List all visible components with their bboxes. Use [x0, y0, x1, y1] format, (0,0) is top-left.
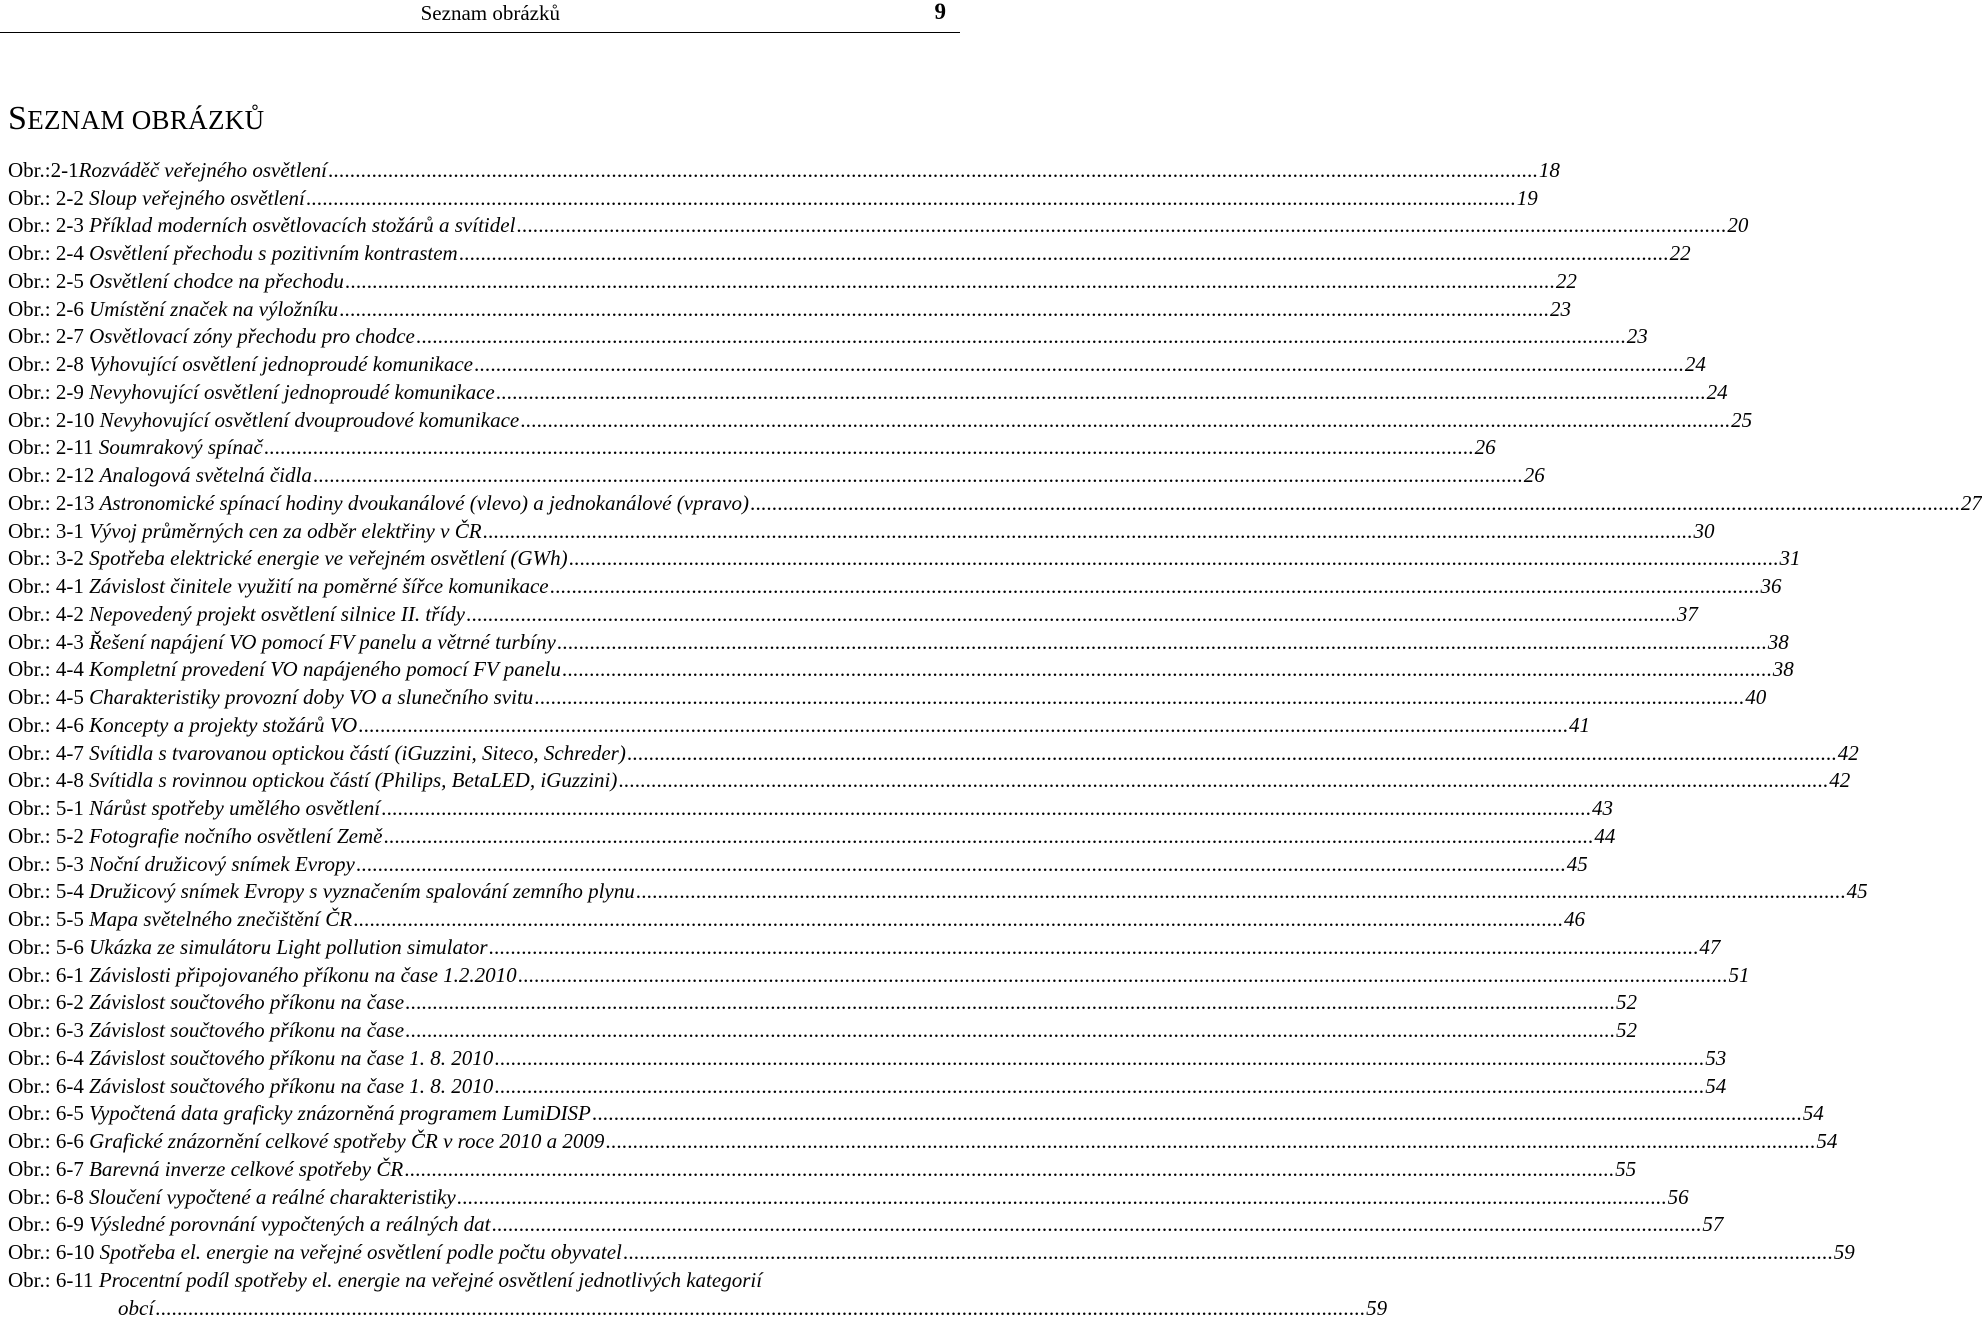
figure-list-item[interactable]	[8, 598, 1698, 626]
figure-number: Obr.: 2-7	[8, 324, 90, 349]
figure-page-number: 45	[1566, 851, 1588, 876]
figure-page-number: 31	[1779, 546, 1801, 571]
dot-leader	[353, 907, 1563, 931]
figure-caption: Osvětlení přechodu s pozitivním kontrastem	[89, 241, 458, 265]
figure-page-number: 19	[1516, 185, 1538, 210]
dot-leader	[618, 768, 1828, 792]
figure-page-number: 38	[1772, 657, 1794, 682]
figure-entry-label	[8, 630, 556, 654]
header-title: Seznam obrázků	[420, 1, 560, 25]
figure-entry-label	[8, 269, 344, 293]
figure-number: Obr.: 6-11	[8, 1267, 99, 1292]
figure-entry-label	[8, 768, 617, 792]
dot-leader	[636, 879, 1846, 903]
figure-caption: Astronomické spínací hodiny dvoukanálové (vlevo) a jednokanálové (vpravo)	[99, 490, 749, 515]
dot-leader	[534, 685, 1744, 709]
figure-list-item[interactable]	[8, 681, 1767, 709]
figure-list-item[interactable]	[8, 1098, 1824, 1126]
figure-entry-label	[8, 463, 312, 487]
figure-number: Obr.: 4-2	[8, 601, 90, 626]
figure-number: Obr.: 2-4	[8, 241, 90, 265]
figure-number: Obr.: 5-2	[8, 823, 90, 848]
figure-entry-label	[8, 574, 549, 598]
figure-entry-label	[8, 935, 488, 959]
figure-list-item[interactable]	[8, 1181, 1689, 1209]
figure-number: Obr.: 6-9	[8, 1212, 90, 1237]
figure-caption: Sloučení vypočtené a reálné charakteristiky	[89, 1184, 456, 1209]
dot-leader	[550, 574, 1760, 598]
figure-entry-label	[8, 186, 305, 210]
figure-page-number: 30	[1693, 518, 1715, 543]
figure-number: Obr.: 6-10	[8, 1240, 100, 1264]
figure-page-number: 26	[1474, 435, 1496, 460]
figure-number: Obr.: 2-5	[8, 268, 90, 293]
figure-caption: Ukázka ze simulátoru Light pollution simulator	[89, 934, 488, 959]
figure-entry-label	[8, 990, 404, 1014]
figure-entry-label	[8, 879, 635, 903]
dot-leader	[520, 408, 1730, 432]
figure-list-item[interactable]	[8, 570, 1782, 598]
figure-page-number: 37	[1676, 601, 1698, 626]
figure-number: Obr.: 5-1	[8, 796, 90, 820]
figure-caption: obcí	[118, 1295, 155, 1320]
figure-entry-label	[8, 602, 465, 626]
figure-list-item[interactable]	[8, 404, 1753, 432]
dot-leader	[750, 491, 1960, 515]
figure-number: Obr.: 2-11	[8, 435, 99, 460]
figure-caption: Nárůst spotřeby umělého osvětlení	[89, 796, 381, 820]
figure-caption: Umístění značek na výložníku	[89, 296, 339, 321]
dot-leader	[592, 1101, 1802, 1125]
figure-entry-label	[8, 1157, 403, 1181]
dot-leader	[457, 1185, 1667, 1209]
dot-leader	[483, 519, 1693, 543]
dot-leader	[459, 241, 1669, 265]
figure-number: Obr.: 2-10	[8, 407, 100, 432]
figure-page-number: 41	[1569, 712, 1591, 737]
figure-list-item[interactable]	[8, 265, 1577, 293]
figure-caption: Závislost součtového příkonu na čase	[89, 990, 405, 1015]
figure-list-item[interactable]	[8, 1264, 951, 1292]
figure-list-item[interactable]	[8, 182, 1538, 210]
figure-list-item[interactable]	[8, 709, 1591, 737]
figure-entry-label	[8, 519, 482, 543]
figure-caption: Charakteristiky provozní doby VO a slunečního svitu	[89, 685, 534, 709]
figure-entry-label	[8, 1129, 604, 1153]
figure-entry-label	[8, 685, 533, 709]
figure-list-item[interactable]	[8, 1209, 1724, 1237]
figure-caption: Závislost součtového příkonu na čase 1. 8. 2010	[89, 1073, 494, 1098]
figure-list-item[interactable]	[8, 987, 1637, 1015]
figure-entry-label	[8, 1185, 456, 1209]
header-page-number: 9	[934, 0, 946, 24]
figure-number: Obr.: 4-5	[8, 685, 90, 709]
figure-page-number: 56	[1667, 1184, 1689, 1209]
figure-page-number: 38	[1767, 629, 1789, 654]
figure-entry-label	[8, 741, 626, 765]
figure-entry-label	[8, 435, 263, 459]
figure-entry-label	[8, 907, 352, 931]
figure-entry-label	[8, 491, 749, 515]
dot-leader	[328, 158, 1538, 182]
figure-number: Obr.: 2-8	[8, 352, 90, 376]
figure-caption: Vyhovující osvětlení jednoproudé komunikace	[89, 352, 473, 376]
figure-caption: Výsledné porovnání vypočtených a reálných dat	[89, 1212, 491, 1237]
dot-leader	[518, 963, 1728, 987]
dot-leader	[494, 1074, 1704, 1098]
figure-page-number: 23	[1550, 296, 1572, 321]
figure-number: Obr.: 2-13	[8, 490, 100, 515]
dot-leader	[623, 1240, 1833, 1264]
figure-entry-label	[8, 380, 495, 404]
dot-leader	[383, 824, 1593, 848]
dot-leader	[516, 213, 1726, 237]
figure-page-number: 27	[1960, 490, 1982, 515]
figure-page-number: 52	[1615, 1018, 1637, 1042]
dot-leader	[339, 297, 1549, 321]
figure-entry-label	[8, 1240, 622, 1264]
dot-leader	[474, 352, 1684, 376]
dot-leader	[264, 435, 1474, 459]
figure-list-item[interactable]	[8, 876, 1868, 904]
figure-entry-label	[8, 408, 519, 432]
figure-page-number: 54	[1816, 1129, 1838, 1153]
figure-caption: Analogová světelná čidla	[99, 463, 312, 487]
figure-page-number: 53	[1705, 1045, 1727, 1070]
figure-entry-label	[8, 852, 355, 876]
figure-page-number: 40	[1745, 685, 1767, 709]
figure-caption: Závislost činitele využití na poměrné šířce komunikace	[89, 574, 549, 598]
figure-number: Obr.:2-1	[8, 157, 79, 182]
figure-list-item[interactable]	[8, 348, 1706, 376]
figure-number: Obr.: 2-2	[8, 185, 90, 210]
figure-entry-label	[8, 796, 380, 820]
figure-caption: Nevyhovující osvětlení dvouproudové komunikace	[99, 407, 520, 432]
figure-number: Obr.: 3-1	[8, 518, 90, 543]
dot-leader	[416, 324, 1626, 348]
section-title	[8, 102, 264, 137]
dot-leader	[557, 630, 1767, 654]
dot-leader	[489, 935, 1699, 959]
figure-entry-label	[8, 1074, 493, 1098]
figure-number: Obr.: 4-3	[8, 629, 90, 654]
figure-entry-label	[118, 1296, 154, 1320]
figure-entry-label	[8, 713, 357, 737]
figure-list-item[interactable]	[8, 1042, 1727, 1070]
figure-caption: Soumrakový spínač	[98, 435, 263, 460]
figure-page-number: 26	[1523, 463, 1545, 487]
figure-entry-label	[8, 963, 517, 987]
dot-leader	[358, 713, 1568, 737]
figure-page-number: 42	[1837, 740, 1859, 765]
figure-entry-label	[8, 241, 458, 265]
figure-entry-label	[8, 1101, 591, 1125]
figure-number: Obr.: 4-6	[8, 712, 90, 737]
figure-list-item[interactable]	[8, 487, 1982, 515]
figure-list-item[interactable]	[8, 737, 1859, 765]
figure-number: Obr.: 5-6	[8, 934, 90, 959]
figure-caption: Spotřeba el. energie na veřejné osvětlení podle počtu obyvatel	[99, 1240, 622, 1264]
figure-entry-label	[8, 352, 473, 376]
dot-leader	[494, 1046, 1704, 1070]
figure-list-item[interactable]	[8, 1125, 1838, 1153]
figure-number: Obr.: 6-1	[8, 962, 90, 987]
figure-caption: Grafické znázornění celkové spotřeby ČR v roce 2010 a 2009	[89, 1129, 605, 1153]
figure-number: Obr.: 4-1	[8, 574, 90, 598]
dot-leader	[405, 990, 1615, 1014]
figure-caption: Noční družicový snímek Evropy	[89, 851, 355, 876]
figure-entry-label	[8, 158, 327, 182]
figure-list-item[interactable]	[8, 321, 1648, 349]
figure-list-item[interactable]	[8, 1236, 1855, 1264]
figure-page-number: 22	[1669, 241, 1691, 265]
figure-caption: Závislost součtového příkonu na čase 1. 8. 2010	[89, 1045, 494, 1070]
figure-list-item[interactable]	[8, 293, 1572, 321]
figure-caption: Fotografie nočního osvětlení Země	[89, 823, 383, 848]
dot-leader	[345, 269, 1555, 293]
figure-list-item[interactable]	[8, 1014, 1637, 1042]
figure-caption: Řešení napájení VO pomocí FV panelu a větrné turbíny	[89, 629, 556, 654]
figure-caption: Sloup veřejného osvětlení	[89, 185, 305, 210]
figure-list-item[interactable]	[8, 432, 1496, 460]
page-header	[0, 0, 960, 36]
figure-caption: Spotřeba elektrické energie ve veřejném osvětlení (GWh)	[89, 546, 568, 571]
figure-caption: Závislost součtového příkonu na čase	[89, 1018, 405, 1042]
figure-number: Obr.: 6-4	[8, 1045, 90, 1070]
figure-page-number: 36	[1760, 574, 1782, 598]
figure-list-item[interactable]	[8, 931, 1721, 959]
figure-page-number: 51	[1728, 962, 1750, 987]
figure-entry-label	[8, 824, 382, 848]
figure-caption: Kompletní provedení VO napájeného pomocí FV panelu	[89, 657, 561, 682]
figure-number: Obr.: 4-8	[8, 768, 90, 793]
figure-list-item[interactable]	[8, 376, 1728, 404]
figure-list-item[interactable]	[8, 903, 1585, 931]
figure-number: Obr.: 6-6	[8, 1129, 90, 1153]
figure-page-number: 43	[1592, 796, 1614, 820]
figure-caption: Osvětlovací zóny přechodu pro chodce	[89, 324, 415, 349]
figure-page-number: 18	[1538, 157, 1560, 182]
figure-list-item[interactable]	[8, 959, 1750, 987]
figure-page-number: 25	[1731, 407, 1753, 432]
figure-entry-label	[8, 213, 515, 237]
dot-leader	[496, 380, 1706, 404]
figure-list-item[interactable]	[8, 154, 1560, 182]
figure-entry-label	[8, 657, 561, 681]
figure-page-number: 55	[1615, 1156, 1637, 1181]
figure-list-item[interactable]	[8, 792, 1614, 820]
figure-number: Obr.: 5-4	[8, 879, 90, 904]
figure-list-item[interactable]	[8, 543, 1801, 571]
figure-list-item[interactable]	[8, 820, 1616, 848]
figure-caption: Mapa světelného znečištění ČR	[89, 907, 353, 931]
figure-page-number: 23	[1626, 324, 1648, 349]
dot-leader	[356, 852, 1566, 876]
dot-leader	[405, 1018, 1615, 1042]
figure-page-number: 59	[1833, 1240, 1855, 1264]
figure-number: Obr.: 2-3	[8, 213, 90, 238]
dot-leader	[491, 1212, 1701, 1236]
dot-leader	[605, 1129, 1815, 1153]
figure-list-item[interactable]	[8, 626, 1789, 654]
figure-page-number: 22	[1555, 268, 1577, 293]
figure-list-item[interactable]	[8, 210, 1749, 238]
figure-list-item[interactable]	[8, 654, 1794, 682]
header-divider	[0, 32, 960, 33]
figure-number: Obr.: 6-8	[8, 1184, 90, 1209]
figure-entry-label	[8, 546, 568, 570]
figure-page-number: 57	[1702, 1212, 1724, 1237]
dot-leader	[404, 1157, 1614, 1181]
figure-number: Obr.: 5-5	[8, 907, 90, 931]
figure-list-item[interactable]	[8, 1153, 1637, 1181]
figure-number: Obr.: 4-7	[8, 740, 90, 765]
figure-caption: Svítidla s tvarovanou optickou částí (iGuzzini, Siteco, Schreder)	[89, 740, 626, 765]
figure-page-number: 24	[1706, 379, 1728, 404]
figure-caption: Nevyhovující osvětlení jednoproudé komunikace	[89, 379, 495, 404]
figure-caption: Barevná inverze celkové spotřeby ČR	[89, 1156, 404, 1181]
dot-leader	[627, 741, 1837, 765]
figure-entry-label	[8, 297, 338, 321]
figure-number: Obr.: 4-4	[8, 657, 90, 682]
figure-number: Obr.: 5-3	[8, 851, 90, 876]
figure-caption: Vypočtená data graficky znázorněná programem LumiDISP	[89, 1101, 591, 1126]
figure-number: Obr.: 6-2	[8, 990, 90, 1015]
figure-list	[8, 154, 1982, 1320]
figure-caption: Procentní podíl spotřeby el. energie na veřejné osvětlení jednotlivých kategorií	[98, 1267, 763, 1292]
figure-caption: Svítidla s rovinnou optickou částí (Philips, BetaLED, iGuzzini)	[89, 768, 618, 793]
figure-caption: Rozváděč veřejného osvětlení	[78, 157, 327, 182]
figure-list-item[interactable]	[8, 515, 1715, 543]
figure-number: Obr.: 2-12	[8, 463, 100, 487]
figure-number: Obr.: 2-6	[8, 296, 90, 321]
figure-entry-label	[8, 1018, 404, 1042]
figure-page-number: 54	[1802, 1101, 1824, 1126]
figure-number: Obr.: 6-5	[8, 1101, 90, 1126]
dot-leader	[569, 546, 1779, 570]
figure-entry-label	[8, 324, 415, 348]
figure-list-item[interactable]	[8, 848, 1588, 876]
figure-page-number: 59	[1366, 1295, 1388, 1320]
figure-number: Obr.: 6-4	[8, 1073, 90, 1098]
section-title-initial: S	[8, 100, 28, 137]
dot-leader	[466, 602, 1676, 626]
figure-entry-label	[8, 1046, 493, 1070]
figure-caption: Závislosti připojovaného příkonu na čase 1.2.2010	[89, 962, 517, 987]
figure-page-number: 47	[1699, 934, 1721, 959]
figure-list-item[interactable]	[8, 1070, 1727, 1098]
section-title-rest: EZNAM OBRÁZKŮ	[27, 105, 265, 135]
figure-page-number: 20	[1727, 213, 1749, 238]
figure-number: Obr.: 6-7	[8, 1156, 90, 1181]
dot-leader	[306, 186, 1516, 210]
figure-caption: Koncepty a projekty stožárů VO	[89, 712, 358, 737]
dot-leader	[155, 1296, 1365, 1320]
dot-leader	[562, 657, 1772, 681]
figure-number: Obr.: 6-3	[8, 1018, 90, 1042]
figure-list-item[interactable]	[8, 459, 1545, 487]
figure-caption: Příklad moderních osvětlovacích stožárů a svítidel	[89, 213, 516, 238]
figure-list-item[interactable]	[8, 1292, 1388, 1320]
figure-page-number: 46	[1564, 907, 1585, 931]
figure-number: Obr.: 2-9	[8, 379, 90, 404]
figure-page-number: 24	[1684, 352, 1706, 376]
figure-entry-label	[8, 1268, 762, 1292]
figure-number: Obr.: 3-2	[8, 546, 90, 571]
figure-page-number: 44	[1594, 823, 1616, 848]
dot-leader	[381, 796, 1591, 820]
figure-page-number: 45	[1846, 879, 1868, 904]
figure-page-number: 52	[1615, 990, 1637, 1015]
figure-caption: Nepovedený projekt osvětlení silnice II. třídy	[89, 601, 465, 626]
figure-caption: Družicový snímek Evropy s vyznačením spalování zemního plynu	[89, 879, 635, 904]
figure-entry-label	[8, 1212, 490, 1236]
figure-page-number: 42	[1829, 768, 1851, 793]
figure-page-number: 54	[1705, 1073, 1727, 1098]
figure-caption: Vývoj průměrných cen za odběr elektřiny v ČR	[89, 518, 482, 543]
dot-leader	[313, 463, 1523, 487]
figure-list-item[interactable]	[8, 765, 1851, 793]
figure-caption: Osvětlení chodce na přechodu	[89, 268, 344, 293]
figure-list-item[interactable]	[8, 237, 1691, 265]
